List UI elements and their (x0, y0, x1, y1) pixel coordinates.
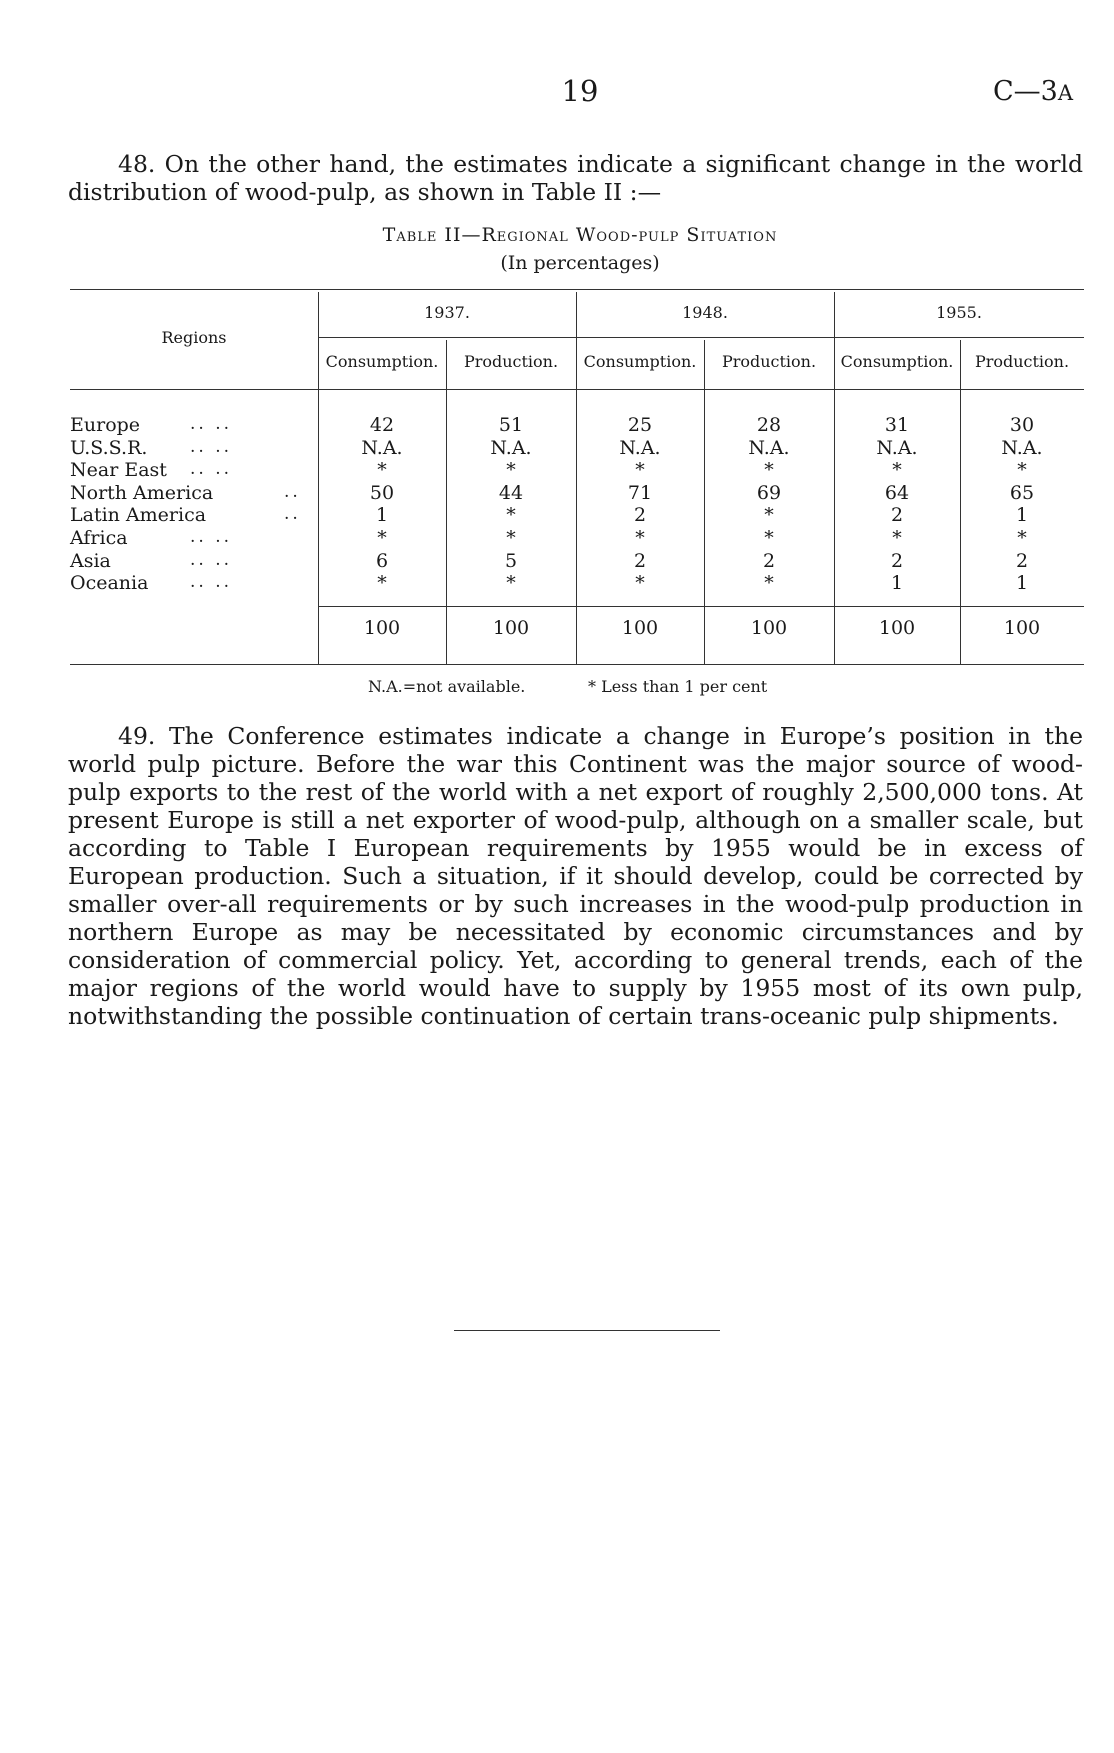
table-cell: * (764, 572, 774, 595)
table-top-rule (70, 289, 1084, 290)
table-total-rule (318, 606, 1084, 607)
table-cell: 1 (1015, 572, 1029, 595)
table-cell: 69 (756, 481, 782, 504)
table-cell: * (892, 459, 902, 482)
region-label: Europe (70, 414, 141, 436)
table-cell: * (506, 459, 516, 482)
column-subheader: Production. (463, 352, 559, 371)
table-cell: 5 (504, 549, 518, 572)
table-cell: 2 (1015, 549, 1029, 572)
region-label: Near East (70, 459, 167, 482)
note-not-available: N.A.=not available. (368, 677, 526, 696)
table-cell: 30 (1009, 414, 1035, 436)
table-cell: 28 (756, 414, 782, 436)
table-cell: * (377, 572, 387, 595)
leader-dots: .. .. (190, 459, 233, 480)
table-cell: N.A. (619, 436, 661, 459)
document-code-suffix: A (1057, 81, 1074, 105)
table-cell: * (377, 459, 387, 482)
total-cell: 100 (492, 617, 530, 639)
region-label: Africa (70, 527, 128, 549)
region-label: North America (70, 481, 214, 504)
document-code (993, 76, 1073, 107)
table-cell: * (506, 572, 516, 595)
table-column-rule (576, 292, 577, 664)
leader-dots: .. .. (190, 436, 233, 457)
total-cell: 100 (878, 617, 916, 639)
year-header: 1948. (682, 303, 728, 322)
year-header: 1955. (936, 303, 982, 322)
table-cell: 31 (884, 414, 910, 436)
region-label: Oceania (70, 572, 149, 595)
table-cell: * (1017, 459, 1027, 482)
leader-dots: .. .. (190, 572, 233, 593)
leader-dots: .. .. (190, 549, 233, 570)
table-header-rule (70, 389, 1084, 390)
column-subheader: Production. (974, 352, 1070, 371)
table-bottom-rule (70, 664, 1084, 665)
table-cell: 2 (633, 504, 647, 527)
region-label: Latin America (70, 504, 207, 527)
table-cell: N.A. (490, 436, 532, 459)
table-year-rule (318, 337, 1084, 338)
leader-dots: .. .. (190, 527, 233, 547)
region-label: U.S.S.R. (70, 436, 148, 459)
table-cell: 64 (884, 481, 910, 504)
table-cell: 6 (375, 549, 389, 572)
table-cell: * (506, 527, 516, 549)
table-cell: 42 (369, 414, 395, 436)
regions-header: Regions (161, 328, 227, 347)
table-column-rule (704, 340, 705, 664)
end-rule (454, 1330, 720, 1331)
table-cell: * (892, 527, 902, 549)
table-cell: * (1017, 527, 1027, 549)
table-cell: * (635, 459, 645, 482)
total-cell: 100 (621, 617, 659, 639)
table-cell: 2 (762, 549, 776, 572)
table-column-rule (960, 340, 961, 664)
table-cell: N.A. (748, 436, 790, 459)
region-label: Asia (70, 549, 111, 572)
column-subheader: Production. (721, 352, 817, 371)
table-column-rule (446, 340, 447, 664)
column-subheader: Consumption. (325, 352, 439, 371)
table-title: Table II—Regional Wood-pulp Situation (382, 224, 778, 246)
table-cell: 2 (890, 504, 904, 527)
table-cell: N.A. (361, 436, 403, 459)
table-cell: * (764, 504, 774, 527)
total-cell: 100 (750, 617, 788, 639)
table-cell: * (764, 527, 774, 549)
column-subheader: Consumption. (840, 352, 954, 371)
document-code-prefix: C—3 (993, 76, 1058, 107)
table-cell: 51 (498, 414, 524, 436)
table-cell: 44 (498, 481, 524, 504)
table-cell: 71 (627, 481, 653, 504)
table-cell: 1 (1015, 504, 1029, 527)
page-number: 19 (561, 74, 599, 108)
paragraph-48: 48. On the other hand, the estimates indicate a significant change in the world distribution of wood-pulp, as shown in Table II :— (68, 150, 1083, 206)
table-cell: * (506, 504, 516, 527)
table-cell: 2 (633, 549, 647, 572)
table-cell: 1 (375, 504, 389, 527)
table-cell: * (635, 572, 645, 595)
table-cell: * (764, 459, 774, 482)
table-cell: 2 (890, 549, 904, 572)
table-cell: 65 (1009, 481, 1035, 504)
note-less-than-one: * Less than 1 per cent (588, 677, 768, 696)
table-cell: * (377, 527, 387, 549)
table-cell: N.A. (1001, 436, 1043, 459)
paragraph-49: 49. The Conference estimates indicate a change in Europe’s position in the world pulp picture. Before the war this Continent was the major source of wood-pulp exports to the rest of the world with a net export of roughly 2,500,000 tons. At present Europe is still a net exporter of wood-pulp, although on a smaller scale, but according to Table I European requirements by 1955 would be in excess of European production. Such a situation, if it should develop, could be corrected by smaller over-all requirements or by such increases in the wood-pulp production in northern Europe as may be necessitated by economic circumstances and by consideration of commercial policy. Yet, according to general trends, each of the major regions of the world would have to supply by 1955 most of its own pulp, notwithstanding the possible continuation of certain trans-oceanic pulp shipments. (68, 722, 1083, 1030)
table-column-rule (834, 292, 835, 664)
leader-dots: .. (284, 504, 301, 525)
table-cell: N.A. (876, 436, 918, 459)
table-subtitle: (In percentages) (500, 252, 660, 274)
year-header: 1937. (424, 303, 470, 322)
column-subheader: Consumption. (583, 352, 697, 371)
table-cell: * (635, 527, 645, 549)
total-cell: 100 (1003, 617, 1041, 639)
leader-dots: .. (284, 481, 301, 502)
total-cell: 100 (363, 617, 401, 639)
table-column-rule (318, 292, 319, 664)
leader-dots: .. .. (190, 414, 233, 434)
table-cell: 1 (890, 572, 904, 595)
table-cell: 25 (627, 414, 653, 436)
table-cell: 50 (369, 481, 395, 504)
